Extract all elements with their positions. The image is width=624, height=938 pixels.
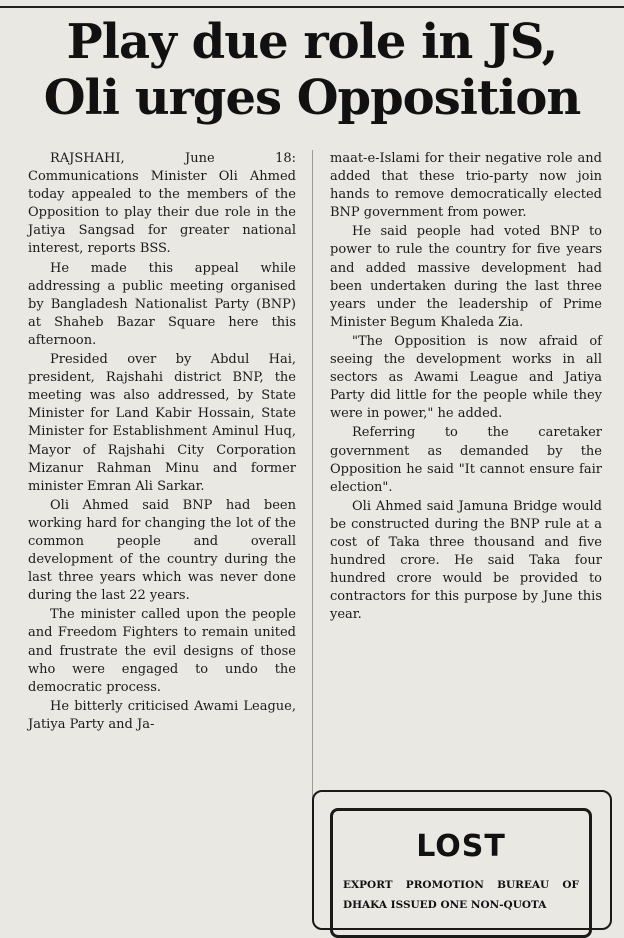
paragraph: The minister called upon the people and Freedom Fighters to remain united and frustrate the evil designs of those who were engaged to undo the democratic process. [28,607,296,695]
paragraph: Oli Ahmed said Jamuna Bridge would be constructed during the BNP rule at a cost of Taka three thousand and five hundred crore. He said Taka four hundred crore would be provided to contractors for this purpose by June this year. [330,498,602,623]
paragraph: Presided over by Abdul Hai, president, Rajshahi district BNP, the meeting was also addressed, by State Minister for Land Kabir Hossain, State Minister for Establishment Aminul Huq, Mayor of Rajshahi City Corporation Mizanur Rahman Minu and former minister Emran Ali Sarkar. [28,352,296,494]
paragraph: Referring to the caretaker government as demanded by the Opposition he said "It cannot ensure fair election". [330,425,602,495]
headline [4,14,620,126]
advertisement-title: LOST [416,829,506,864]
paragraph-continuation: maat-e-Islami for their negative role and added that these trio-party now join hands to remove democratically elected BNP government from power. [330,151,602,221]
top-rule [0,6,624,8]
paragraph: He made this appeal while addressing a public meeting organised by Bangladesh Nationalist Party (BNP) at Shaheb Bazar Square here this afternoon. [28,260,296,348]
paragraph: He bitterly criticised Awami League, Jatiya Party and Ja- [28,698,296,732]
right-column [330,150,602,625]
paragraph: RAJSHAHI, June 18: Communications Minister Oli Ahmed today appealed to the members of the Opposition to play their due role in the Jatiya Sangsad for greater national interest, reports BSS. [28,151,296,257]
left-column [28,150,296,735]
headline-line-2: Oli urges Opposition [43,70,581,126]
headline-line-1: Play due role in JS, [66,14,558,70]
advertisement-text: EXPORT PROMOTION BUREAU OF DHAKA ISSUED ONE NON-QUOTA [343,879,579,911]
paragraph: "The Opposition is now afraid of seeing the development works in all sectors as Awami League and Jatiya Party did little for the people while they were in power," he added. [330,333,602,422]
lost-advertisement [312,790,612,930]
paragraph: Oli Ahmed said BNP had been working hard for changing the lot of the common people and overall development of the country during the last three years which was never done during the last 22 years. [28,497,296,604]
advertisement-inner-border [330,808,592,938]
paragraph: He said people had voted BNP to power to rule the country for five years and added massive development had been undertaken during the last three years under the leadership of Prime Minister Begum Khaleda Zia. [330,224,602,330]
